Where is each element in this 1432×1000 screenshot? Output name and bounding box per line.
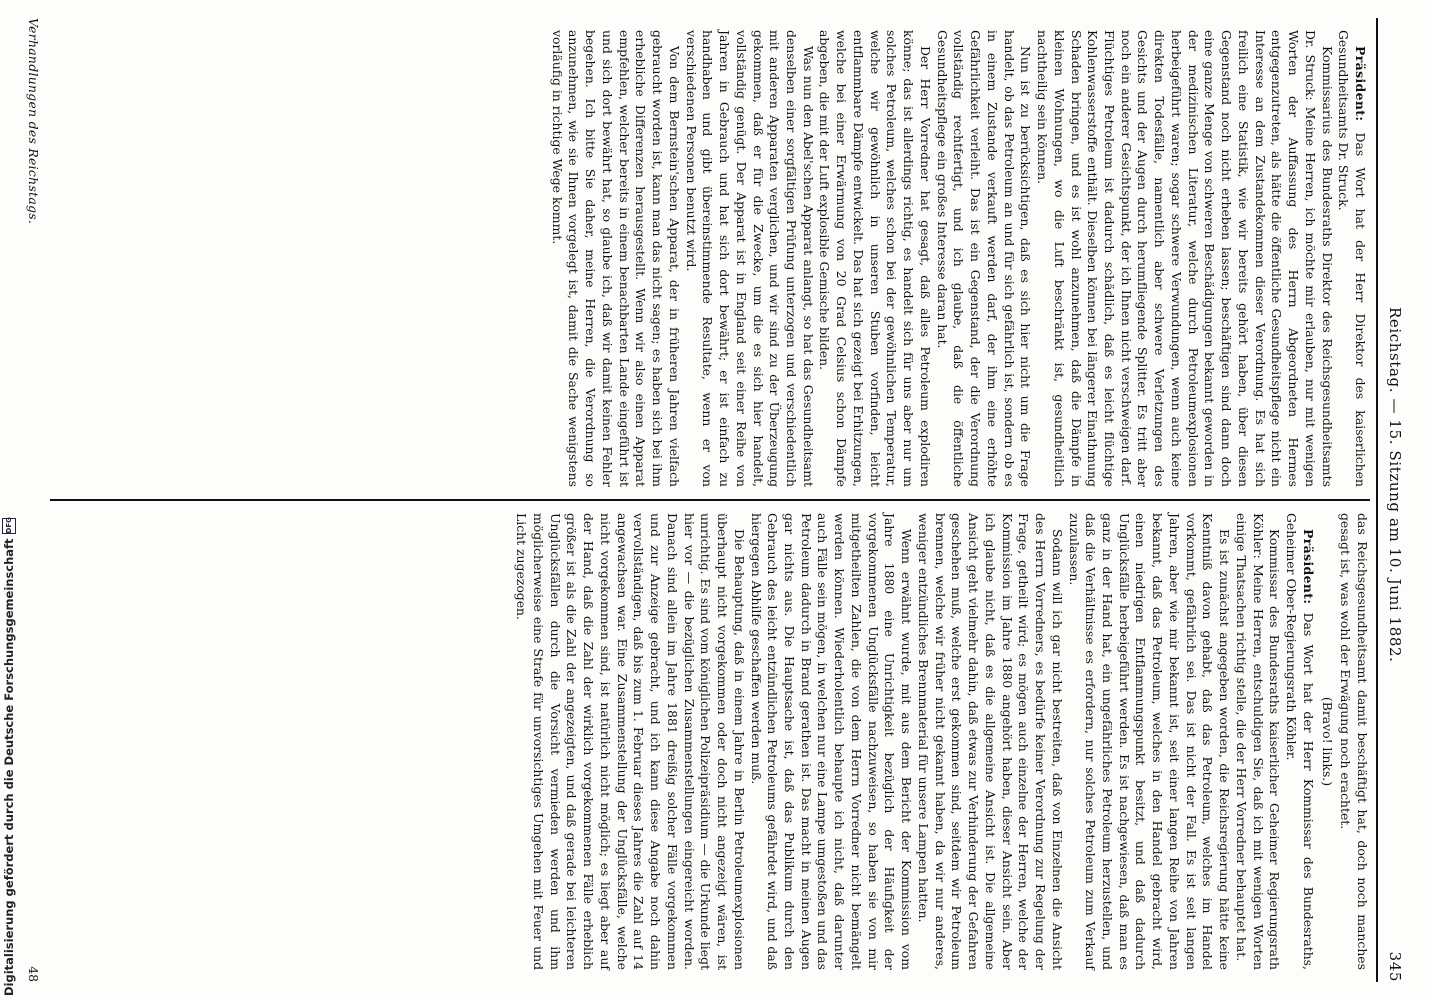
right-column (50, 501, 1370, 982)
body-paragraph: Von dem Bernstein'schen Apparat, der in früheren Jahren vielfach gebraucht worden ist, kann man das nicht sagen; es haben sich bei ihm erhebliche Differenzen herausgestellt. Wenn wir also einen Apparat empfehlen, welcher bereits in einem benachbarten Lande eingeführt ist und sich dort bewährt hat, so glaube ich, daß wir damit keinen Fehler begehen. Ich bitte Sie daher, meine Herren, die Verordnung so anzunehmen, wie sie Ihnen vorgelegt ist, damit die Sache wenigstens vorläufig in richtige Wege kommt. (549, 30, 682, 487)
body-paragraph: Sodann will ich gar nicht bestreiten, daß von Einzelnen die Ansicht des Herrn Vorredners, es bedürfe keiner Verordnung zur Regelung der Frage, getheilt wird; es mögen auch einzelne der Herren, welche der Kommission im Jahre 1880 angehört haben, dieser Ansicht sein. Aber ich glaube nicht, daß es die allgemeine Ansicht ist. Die allgemeine Ansicht geht vielmehr dahin, daß etwas zur Verhinderung der Gefahren geschehen muß, welche erst gekommen sind, seitdem wir Petroleum brennen, welche wir früher nicht gekannt haben, da wir nur anderes, weniger entzündliches Brennmaterial für unsere Lampen hatten. (915, 513, 1065, 970)
body-paragraph: Es ist zunächst angegeben worden, die Reichsregierung hätte keine Kenntniß davon gehabt, daß das Petroleum, welches im Handel vorkommt, gefährlich sei. Das ist nicht der Fall. Es ist seit langen Jahren, aber wie mir bekannt ist, seit einer langen Reihe von Jahren bekannt, daß das Petroleum, welches in den Handel gebracht wird, einen niedrigen Entflammungspunkt besitzt, und daß dadurch Unglücksfälle herbeigeführt werden. Es ist nachgewiesen, daß man es ganz in der Hand hat, ein ungefährliches Petroleum herzustellen, und daß die Verhältnisse es erfordern, nur solches Petroleum zum Verkauf zuzulassen. (1066, 513, 1233, 970)
page-footer (26, 18, 41, 982)
left-column (50, 18, 1370, 499)
body-paragraph: Kommissarius des Bundesraths Direktor des Reichsgesundheitsamts Dr. Struck: Meine Herren, ich möchte mir erlauben, nur mit wenigen Worten der Auffassung des Herrn Abgeordneten Hermes entgegenzutreten, als hätte die öffentliche Gesundheitspflege nicht ein Interesse an dem Zustandekommen dieser Verordnung. Es hat sich freilich eine Statistik, wie wir bereits gehört haben, über diesen Gegenstand noch nicht erheben lassen; beschäftigen sind dann doch eine ganze Menge von schweren Beschädigungen bekannt geworden in der medizinischen Literatur, welche durch Petroleumexplosionen herbeigeführt waren; sogar schwere Verwundungen, wenn auch keine direkten Todesfälle, namentlich aber schwere Verletzungen des Gesichts und der Augen durch herumfliegende Splitter. Es tritt aber noch ein anderer Gesichtspunkt, der ich Ihnen nicht verschweigen darf. Flüchtiges Petroleum ist dadurch schädlich, daß es leicht flüchtige Kohlenwasserstoffe enthält. Dieselben können bei längerer Einathmung Schaden bringen, und es ist wohl anzunehmen, daß die Dämpfe in kleinen Wohnungen, wo die Luft beschränkt ist, gesundheitlich nachtheilig sein können. (1035, 30, 1335, 487)
digitization-credit (2, 518, 16, 996)
speaker-name: Präsident: (1300, 529, 1316, 605)
speaker-paragraph (1282, 513, 1315, 970)
speaker-paragraph (1335, 30, 1368, 487)
speaker-name: Präsident: (1353, 46, 1368, 122)
body-paragraph: Der Herr Vorredner hat gesagt, daß alles Petroleum explodiren könne; das ist allerdings richtig, es handelt sich für uns aber nur um solches Petroleum, welches schon bei der gewöhnlichen Temperatur, welche wir gewöhnlich in unseren Stuben vorfinden, leicht entflammbare Dämpfe entwickelt. Das hat sich gezeigt bei Erhitzungen, welche bei einer Erwärmung von 20 Grad Celsius schon Dämpfe abgeben, die mit der Luft explosible Gemische bilden. (817, 30, 933, 487)
header-title: Reichstag. — 15. Sitzung am 10. Juni 1882. (1386, 307, 1404, 663)
body-paragraph: Wenn erwähnt wurde, mit aus dem Bericht der Kommission vom Jahre 1880 eine Unrichtigkeit bezüglich der Häufigkeit der vorgekommenen Unglücksfälle nachzuweisen, so haben sie von mir mitgetheilten Zahlen, die von dem Herrn Vorredner nicht bemängelt werden können. Wiederholentlich behaupte ich nicht, daß darunter auch Fälle sein mögen, in welchen nur eine Lampe umgestoßen und das Petroleum dadurch in Brand gerathen ist. Das macht in meinen Augen gar nichts aus. Die Hauptsache ist, daß das Publikum durch den Gebrauch des leicht entzündlichen Petroleums gefährdet wird, und daß hiergegen Abhilfe geschaffen werden muß. (748, 513, 915, 970)
body-paragraph: das Reichsgesundheitsamt damit beschäftigt hat, doch noch manches gesagt ist, was wohl der Erwägung noch erachtet. (1338, 513, 1370, 970)
running-head (1382, 18, 1404, 982)
page-content (22, 8, 1412, 992)
header-rule (1376, 18, 1378, 982)
text-columns (50, 18, 1376, 982)
page-number: 345 (1386, 951, 1404, 982)
footer-sheet-number: 48 (26, 966, 41, 982)
dfg-logo-icon: DFG (2, 518, 16, 534)
body-paragraph: Kommissar des Bundesraths kaiserlicher Geheimer Regierungsrath Köhler: Meine Herren, entschuldigen Sie, daß ich mit wenigen Worten einige Thatsachen richtig stelle, die der Herr Vorredner behauptet hat. (1233, 513, 1283, 970)
body-paragraph: Was nun den Abel'schen Apparat anlangt, so hat das Gesundheitsamt denselben einer sorgfältigen Prüfung unterzogen und verschiedentlich mit anderen Apparaten verglichen, und wir sind zu der Überzeugung gekommen, daß er für die Zwecke, um die es sich hier handelt, vollständig genügt. Der Apparat ist in England seit einer Reihe von Jahren in Gebrauch und hat sich dort bewährt; er ist einfach zu handhaben und gibt übereinstimmende Resultate, wenn er von verschiedenen Personen benutzt wird. (683, 30, 816, 487)
stage-direction: (Bravo! links.) (1319, 696, 1335, 787)
body-paragraph: Die Behauptung, daß in einem Jahre in Berlin Petroleumexplosionen überhaupt nicht vorgekommen oder doch nicht angezeigt wären, ist unrichtig. Es sind vom königlichen Polizeipräsidium — die Urkunde liegt hier vor — die bezüglichen Zusammenstellungen eingereicht worden. Danach sind allein im Jahre 1881 dreißig solcher Fälle vorgekommen und zur Anzeige gebracht, und ich kann diese Angabe noch dahin vervollständigen, daß bis zum 1. Februar dieses Jahres die Zahl auf 14 angewachsen war. Eine Zusammenstellung der Unglücksfälle, welche nicht vorgekommen sind, ist natürlich nicht möglich; es liegt aber auf der Hand, daß die Zahl der wirklich vorgekommenen Fälle erheblich größer ist als die Zahl der angezeigten, und daß gerade bei leichteren Unglücksfällen durch die Vorsicht vermieden werden und ihm möglicherweise eine Strafe für unvorsichtiges Umgehen mit Feuer und Licht zugezogen. (514, 513, 747, 970)
speaker-text: Das Wort hat der Herr Direktor des kaiserlichen Gesundheitsamts Dr. Struck. (1336, 30, 1368, 487)
credit-text: Digitalisierung gefördert durch die Deutsche Forschungsgemeinschaft (2, 538, 16, 996)
footer-signature: Verhandlungen des Reichstags. (26, 18, 41, 225)
speaker-text: Das Wort hat der Herr Kommissar des Bundesraths, Geheimer Ober-Regierungsrath Köhler. (1284, 513, 1316, 970)
body-paragraph: Nun ist zu berücksichtigen, daß es sich hier nicht um die Frage handelt, ob das Petroleum an und für sich gefährlich ist, sondern ob es in einem Zustande verkauft werden darf, der ihm eine erhöhte Gefährlichkeit verleiht. Das ist ein Gegenstand, der die Verordnung vollständig rechtfertigt, und ich glaube, daß die öffentliche Gesundheitspflege ein großes Interesse daran hat. (934, 30, 1034, 487)
